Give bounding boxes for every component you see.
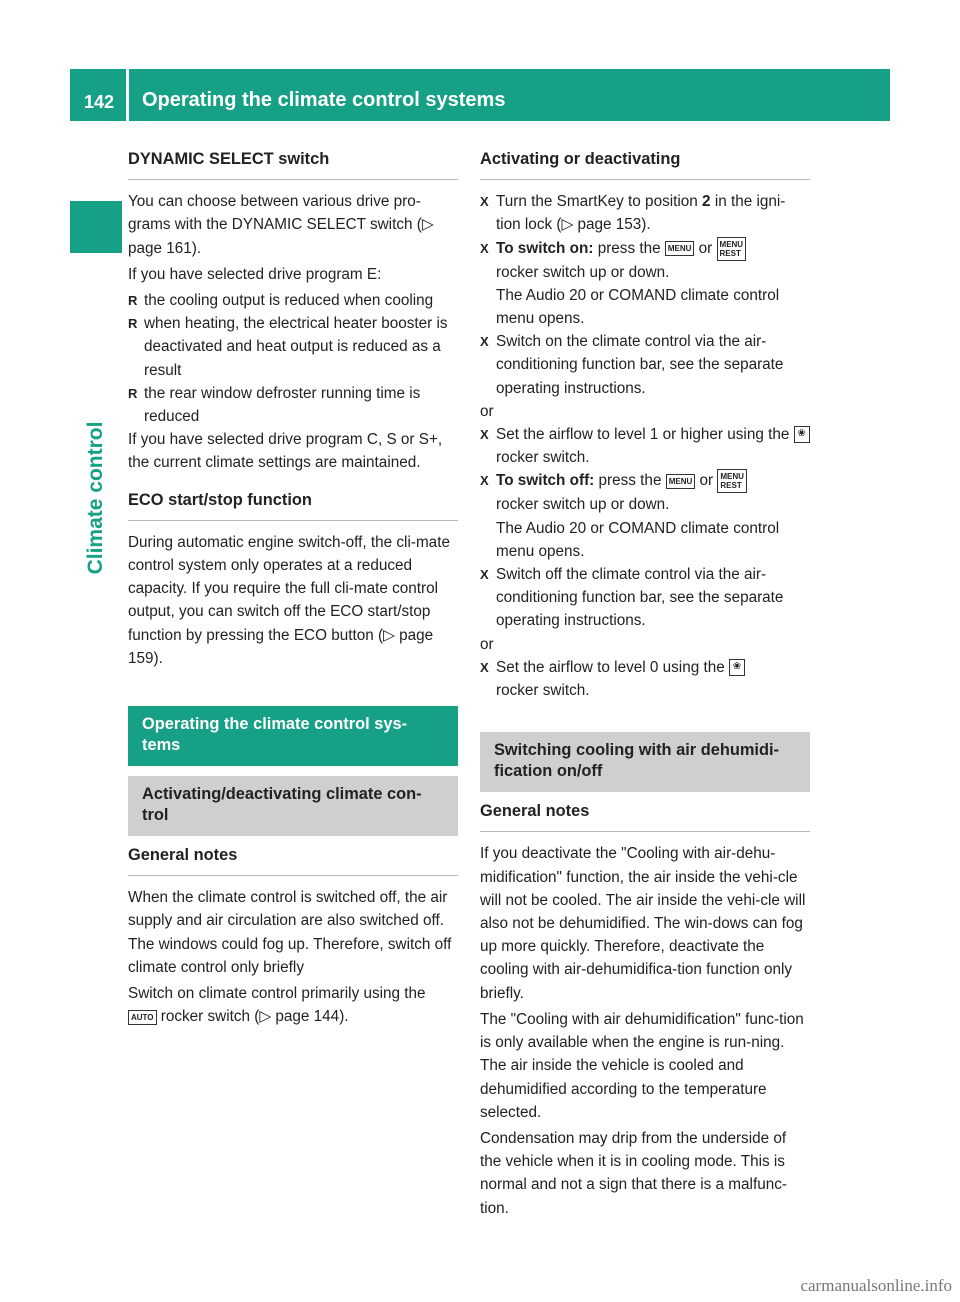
instruction-step: X To switch off: press the MENU or MENU REST rocker switch up or down. The Audio 20 or COMAND climate control menu opens. [480, 469, 810, 563]
menu-rest-key-icon: MENU REST [717, 469, 747, 493]
instruction-step: X Turn the SmartKey to position 2 in the igni-tion lock (▷ page 153). [480, 190, 810, 236]
paragraph: If you have selected drive program E: [128, 265, 382, 283]
paragraph: During automatic engine switch-off, the cli-mate control system only operates at a reduced capacity. If you require the full cli-mate control output, you can switch off the ECO start/stop function by pressing the ECO button (▷ page 159). [128, 533, 450, 667]
page-number: 142 [84, 92, 115, 112]
fan-off-key-icon: ❀ [729, 659, 745, 676]
right-column [480, 148, 810, 1220]
section-band-operating: Operating the climate control sys-tems [128, 706, 458, 766]
paragraph: Switch on climate control primarily using the AUTO rocker switch (▷ page 144). [128, 985, 426, 1026]
heading-eco-start-stop: ECO start/stop function [128, 489, 458, 521]
menu-key-icon: MENU [666, 474, 696, 489]
paragraph: You can choose between various drive pro-grams with the DYNAMIC SELECT switch (▷ page 161). [128, 193, 434, 257]
menu-key-icon: MENU [665, 241, 695, 256]
subsection-band-activating: Activating/deactivating climate con-trol [128, 776, 458, 836]
page-title: Operating the climate control systems [142, 89, 506, 111]
list-item: R the rear window defroster running time is reduced [128, 382, 458, 428]
auto-key-icon: AUTO [128, 1010, 157, 1025]
heading-general-notes: General notes [480, 800, 810, 832]
list-item: R the cooling output is reduced when cooling [128, 289, 458, 312]
instruction-step: X Switch on the climate control via the air-conditioning function bar, see the separate operating instructions. [480, 330, 810, 400]
left-column [128, 148, 458, 1028]
list-item: R when heating, the electrical heater booster is deactivated and heat output is reduced as a result [128, 312, 458, 382]
subsection-band-dehumidification: Switching cooling with air dehumidi-fication on/off [480, 732, 810, 792]
heading-activating: Activating or deactivating [480, 148, 810, 180]
paragraph: or [480, 402, 494, 420]
watermark: carmanualsonline.info [800, 1276, 952, 1295]
instruction-step: X To switch on: press the MENU or MENU REST rocker switch up or down. The Audio 20 or COMAND climate control menu opens. [480, 237, 810, 331]
heading-general-notes: General notes [128, 844, 458, 876]
paragraph: The "Cooling with air dehumidification" func-tion is only available when the engine is run-ning. The air inside the vehicle is cooled and dehumidified according to the temperature selected. [480, 1010, 804, 1121]
heading-dynamic-select: DYNAMIC SELECT switch [128, 148, 458, 180]
section-tab-marker [70, 201, 122, 253]
paragraph: When the climate control is switched off, the air supply and air circulation are also switched off. The windows could fog up. Therefore, switch off climate control only briefly [128, 889, 452, 976]
fan-off-key-icon: ❀ [794, 426, 810, 443]
paragraph: If you deactivate the "Cooling with air-dehu-midification" function, the air inside the vehi-cle will not be cooled. The air inside the vehi-cle will also not be dehumidified. The win-dows can fog up more quickly. Therefore, deactivate the cooling with air-dehumidifica-tion function only briefly. [480, 845, 806, 1002]
instruction-step: X Set the airflow to level 0 using the ❀ rocker switch. [480, 656, 810, 702]
paragraph: or [480, 635, 494, 653]
header-divider [126, 69, 129, 121]
instruction-step: X Switch off the climate control via the air-conditioning function bar, see the separate operating instructions. [480, 563, 810, 633]
section-tab-label: Climate control [84, 421, 107, 575]
instruction-step: X Set the airflow to level 1 or higher using the ❀ rocker switch. [480, 423, 810, 469]
paragraph: Condensation may drip from the underside of the vehicle when it is in cooling mode. This is normal and not a sign that there is a malfunc-tion. [480, 1129, 787, 1217]
page-header [70, 69, 890, 121]
paragraph: If you have selected drive program C, S or S+, the current climate settings are maintained. [128, 431, 443, 472]
menu-rest-key-icon: MENU REST [717, 237, 747, 261]
